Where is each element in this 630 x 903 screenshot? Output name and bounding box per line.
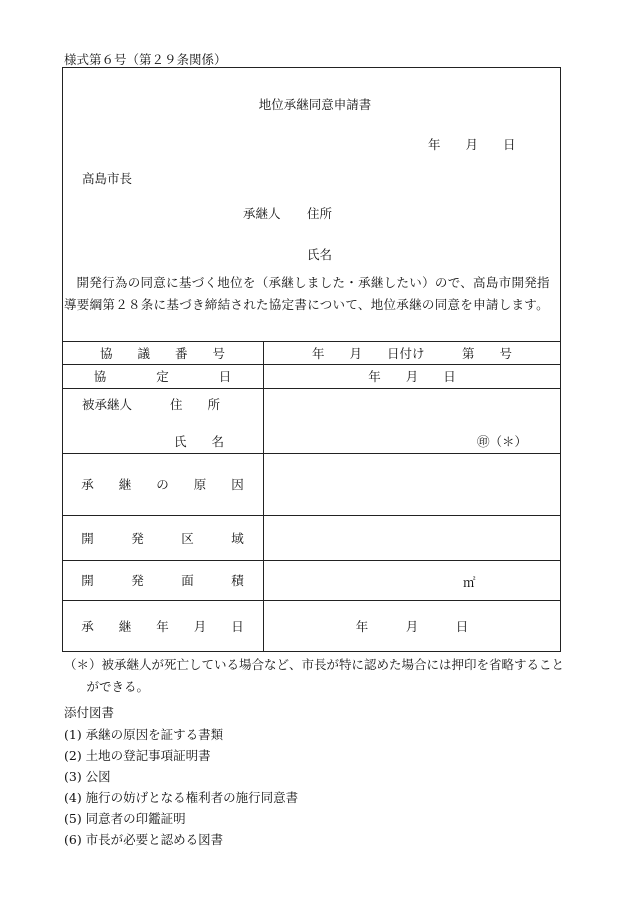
- table-row: [263, 341, 561, 364]
- agreement-number-value: 年 月 日付け 第 号: [311, 345, 512, 361]
- agreement-number-label: 協 議 番 号: [99, 345, 225, 361]
- table-row: [62, 453, 263, 515]
- attachments-heading: 添付図書: [64, 705, 115, 720]
- list-item: (5) 同意者の印鑑証明: [64, 811, 186, 826]
- table-row: [263, 600, 561, 652]
- form-number: 様式第６号（第２９条関係）: [64, 52, 227, 67]
- list-item: (2) 土地の登記事項証明書: [64, 748, 211, 763]
- table-row: [62, 600, 263, 652]
- list-item: (6) 市長が必要と認める図書: [64, 832, 224, 847]
- addressee: 高島市長: [82, 171, 133, 186]
- list-item: (3) 公図: [64, 769, 111, 784]
- date-line: 年 月 日: [428, 137, 516, 152]
- area-label: 開 発 区 域: [81, 530, 244, 546]
- size-unit: ㎡: [463, 575, 476, 590]
- reason-label: 承 継 の 原 因: [81, 477, 244, 492]
- agreement-date-value: 年 月 日: [368, 369, 456, 384]
- list-item: (1) 承継の原因を証する書類: [64, 727, 224, 742]
- agreement-date-label: 協 定 日: [93, 369, 232, 384]
- succession-date-value: 年 月 日: [355, 619, 469, 634]
- applicant-role: 承継人: [243, 206, 281, 221]
- predecessor-address-label: 住 所: [170, 397, 221, 412]
- predecessor-name-label: 氏 名: [174, 434, 225, 449]
- applicant-name-label: 氏名: [307, 247, 333, 262]
- table-row: [263, 364, 561, 388]
- applicant-address-label: 住所: [307, 206, 333, 221]
- table-row: [62, 560, 263, 600]
- table-row: [62, 341, 263, 364]
- table-row: [62, 515, 263, 560]
- page-title: 地位承継同意申請書: [258, 97, 372, 112]
- size-label: 開 発 面 積: [81, 573, 244, 588]
- succession-date-label: 承 継 年 月 日: [81, 619, 244, 634]
- predecessor-label: 被承継人: [82, 397, 133, 412]
- seal-mark: ㊞（＊）: [477, 434, 528, 449]
- table-row: [62, 364, 263, 388]
- footnote: （＊）被承継人が死亡している場合など、市長が特に認めた場合には押印を省略することができる。: [64, 657, 565, 694]
- body-text: 開発行為の同意に基づく地位を（承継しました・承継したい）ので、高島市開発指導要綱第２８条に基づき締結された協定書について、地位承継の同意を申請します。: [64, 275, 550, 312]
- table-divider: [62, 388, 561, 389]
- list-item: (4) 施行の妨げとなる権利者の施行同意書: [64, 790, 299, 805]
